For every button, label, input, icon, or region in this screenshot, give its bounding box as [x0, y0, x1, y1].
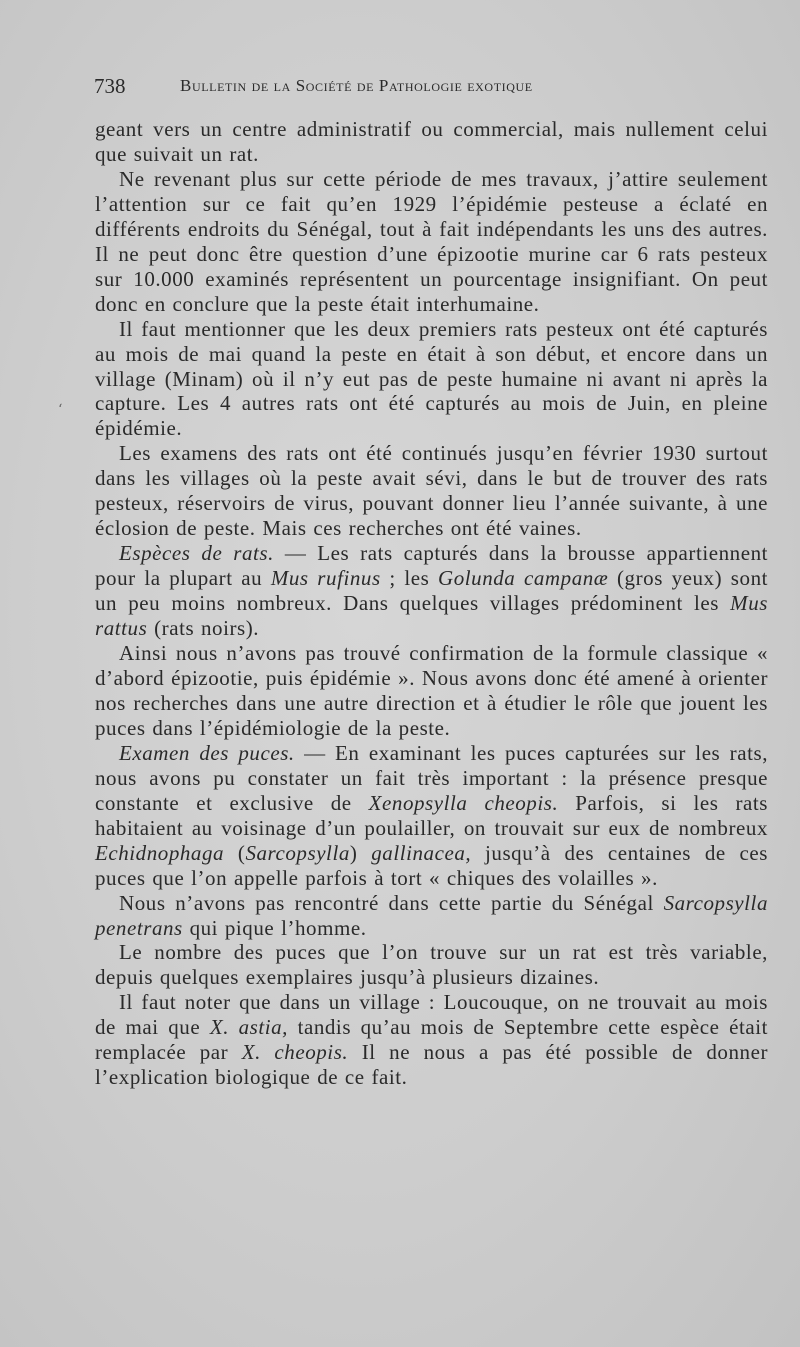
paragraph-epidemic-1929: Ne revenant plus sur cette période de mes travaux, j’attire seulement l’attention sur ce fait qu’en 1929 l’épidémie pesteuse a éclaté en différents endroits du Sénégal, tout à fait indépendants les uns des autres. Il ne peut donc être question d’une épizootie murine car 6 rats pesteux sur 10.000 examinés représentent un pourcentage insignifiant. On peut donc en conclure que la peste était interhumaine. — [95, 166, 768, 316]
species-name: Sarcopsylla — [245, 840, 350, 865]
section-heading-species: Espèces de rats. — [119, 541, 274, 566]
margin-mark: ‘ — [58, 402, 63, 418]
species-name: Echidnophaga — [95, 840, 225, 865]
species-name: Xenopsylla cheopis. — [368, 790, 559, 815]
species-name: Mus rufinus — [270, 566, 381, 591]
body-text — [95, 117, 768, 1090]
species-name: Sarcopsylla penetrans — [95, 890, 768, 940]
paragraph-first-rats: Il faut mentionner que les deux premiers rats pesteux ont été capturés au mois de mai quand la peste en était à son début, et encore dans un village (Minam) où il n’y eut pas de peste humaine ni avant ni après la capture. Les 4 autres rats ont été capturés au mois de Juin, en pleine épidémie. — [95, 316, 768, 441]
section-heading-fleas: Examen des puces. — [119, 740, 295, 765]
paragraph-continuation: geant vers un centre administratif ou commercial, mais nullement celui que suivait un rat. — [95, 117, 768, 166]
page-number: 738 — [94, 74, 126, 98]
species-name: Mus rattus — [95, 591, 768, 641]
paragraph-species-of-rats: Espèces de rats. — Les rats capturés dans la brousse appartiennent pour la plupart au Mus rufinus ; les Golunda campanæ (gros yeux) sont un peu moins nombreux. Dans quelques villages prédominent les Mus rattus (rats noirs). — [95, 541, 769, 641]
paragraph-penetrans: Nous n’avons pas rencontré dans cette partie du Sénégal Sarcopsylla penetrans qui pique l’homme. — [95, 890, 768, 940]
species-name: X. cheopis. — [241, 1040, 349, 1065]
species-name: X. astia, — [209, 1015, 288, 1040]
page-header — [94, 74, 734, 104]
paragraph-loucouque: Il faut noter que dans un village : Loucouque, on ne trouvait au mois de mai que X. astia, tandis qu’au mois de Septembre cette espèce était remplacée par X. cheopis. Il ne nous a pas été possible de donner l’explication biologique de ce fait. — [95, 990, 768, 1090]
paragraph-flea-count: Le nombre des puces que l’on trouve sur un rat est très variable, depuis quelques exemplaires jusqu’à plusieurs dizaines. — [95, 940, 768, 990]
species-name: gallinacea, — [371, 840, 472, 865]
paragraph-examinations: Les examens des rats ont été continués jusqu’en février 1930 surtout dans les villages où la peste avait sévi, dans le but de trouver des rats pesteux, réservoirs de virus, pouvant donner lieu l’année suivante, à une éclosion de peste. Mais ces recherches ont été vaines. — [95, 441, 768, 541]
running-title: Bulletin de la Société de Pathologie exotique — [180, 76, 533, 95]
paragraph-classic-formula: Ainsi nous n’avons pas trouvé confirmation de la formule classique « d’abord épizootie, puis épidémie ». Nous avons donc été amené à orienter nos recherches dans une autre direction et à étudier le rôle que jouent les puces dans l’épidémiologie de la peste. — [95, 641, 768, 740]
species-name: Golunda campanæ — [438, 566, 609, 591]
paragraph-flea-examination: Examen des puces. — En examinant les puces capturées sur les rats, nous avons pu constater un fait très important : la présence presque constante et exclusive de Xenopsylla cheopis. Parfois, si les rats habitaient au voisinage d’un poulailler, on trouvait sur eux de nombreux Echidnophaga (Sarcopsylla) gallinacea, jusqu’à des centaines de ces puces que l’on appelle parfois à tort « chiques des volailles ». — [95, 740, 769, 890]
